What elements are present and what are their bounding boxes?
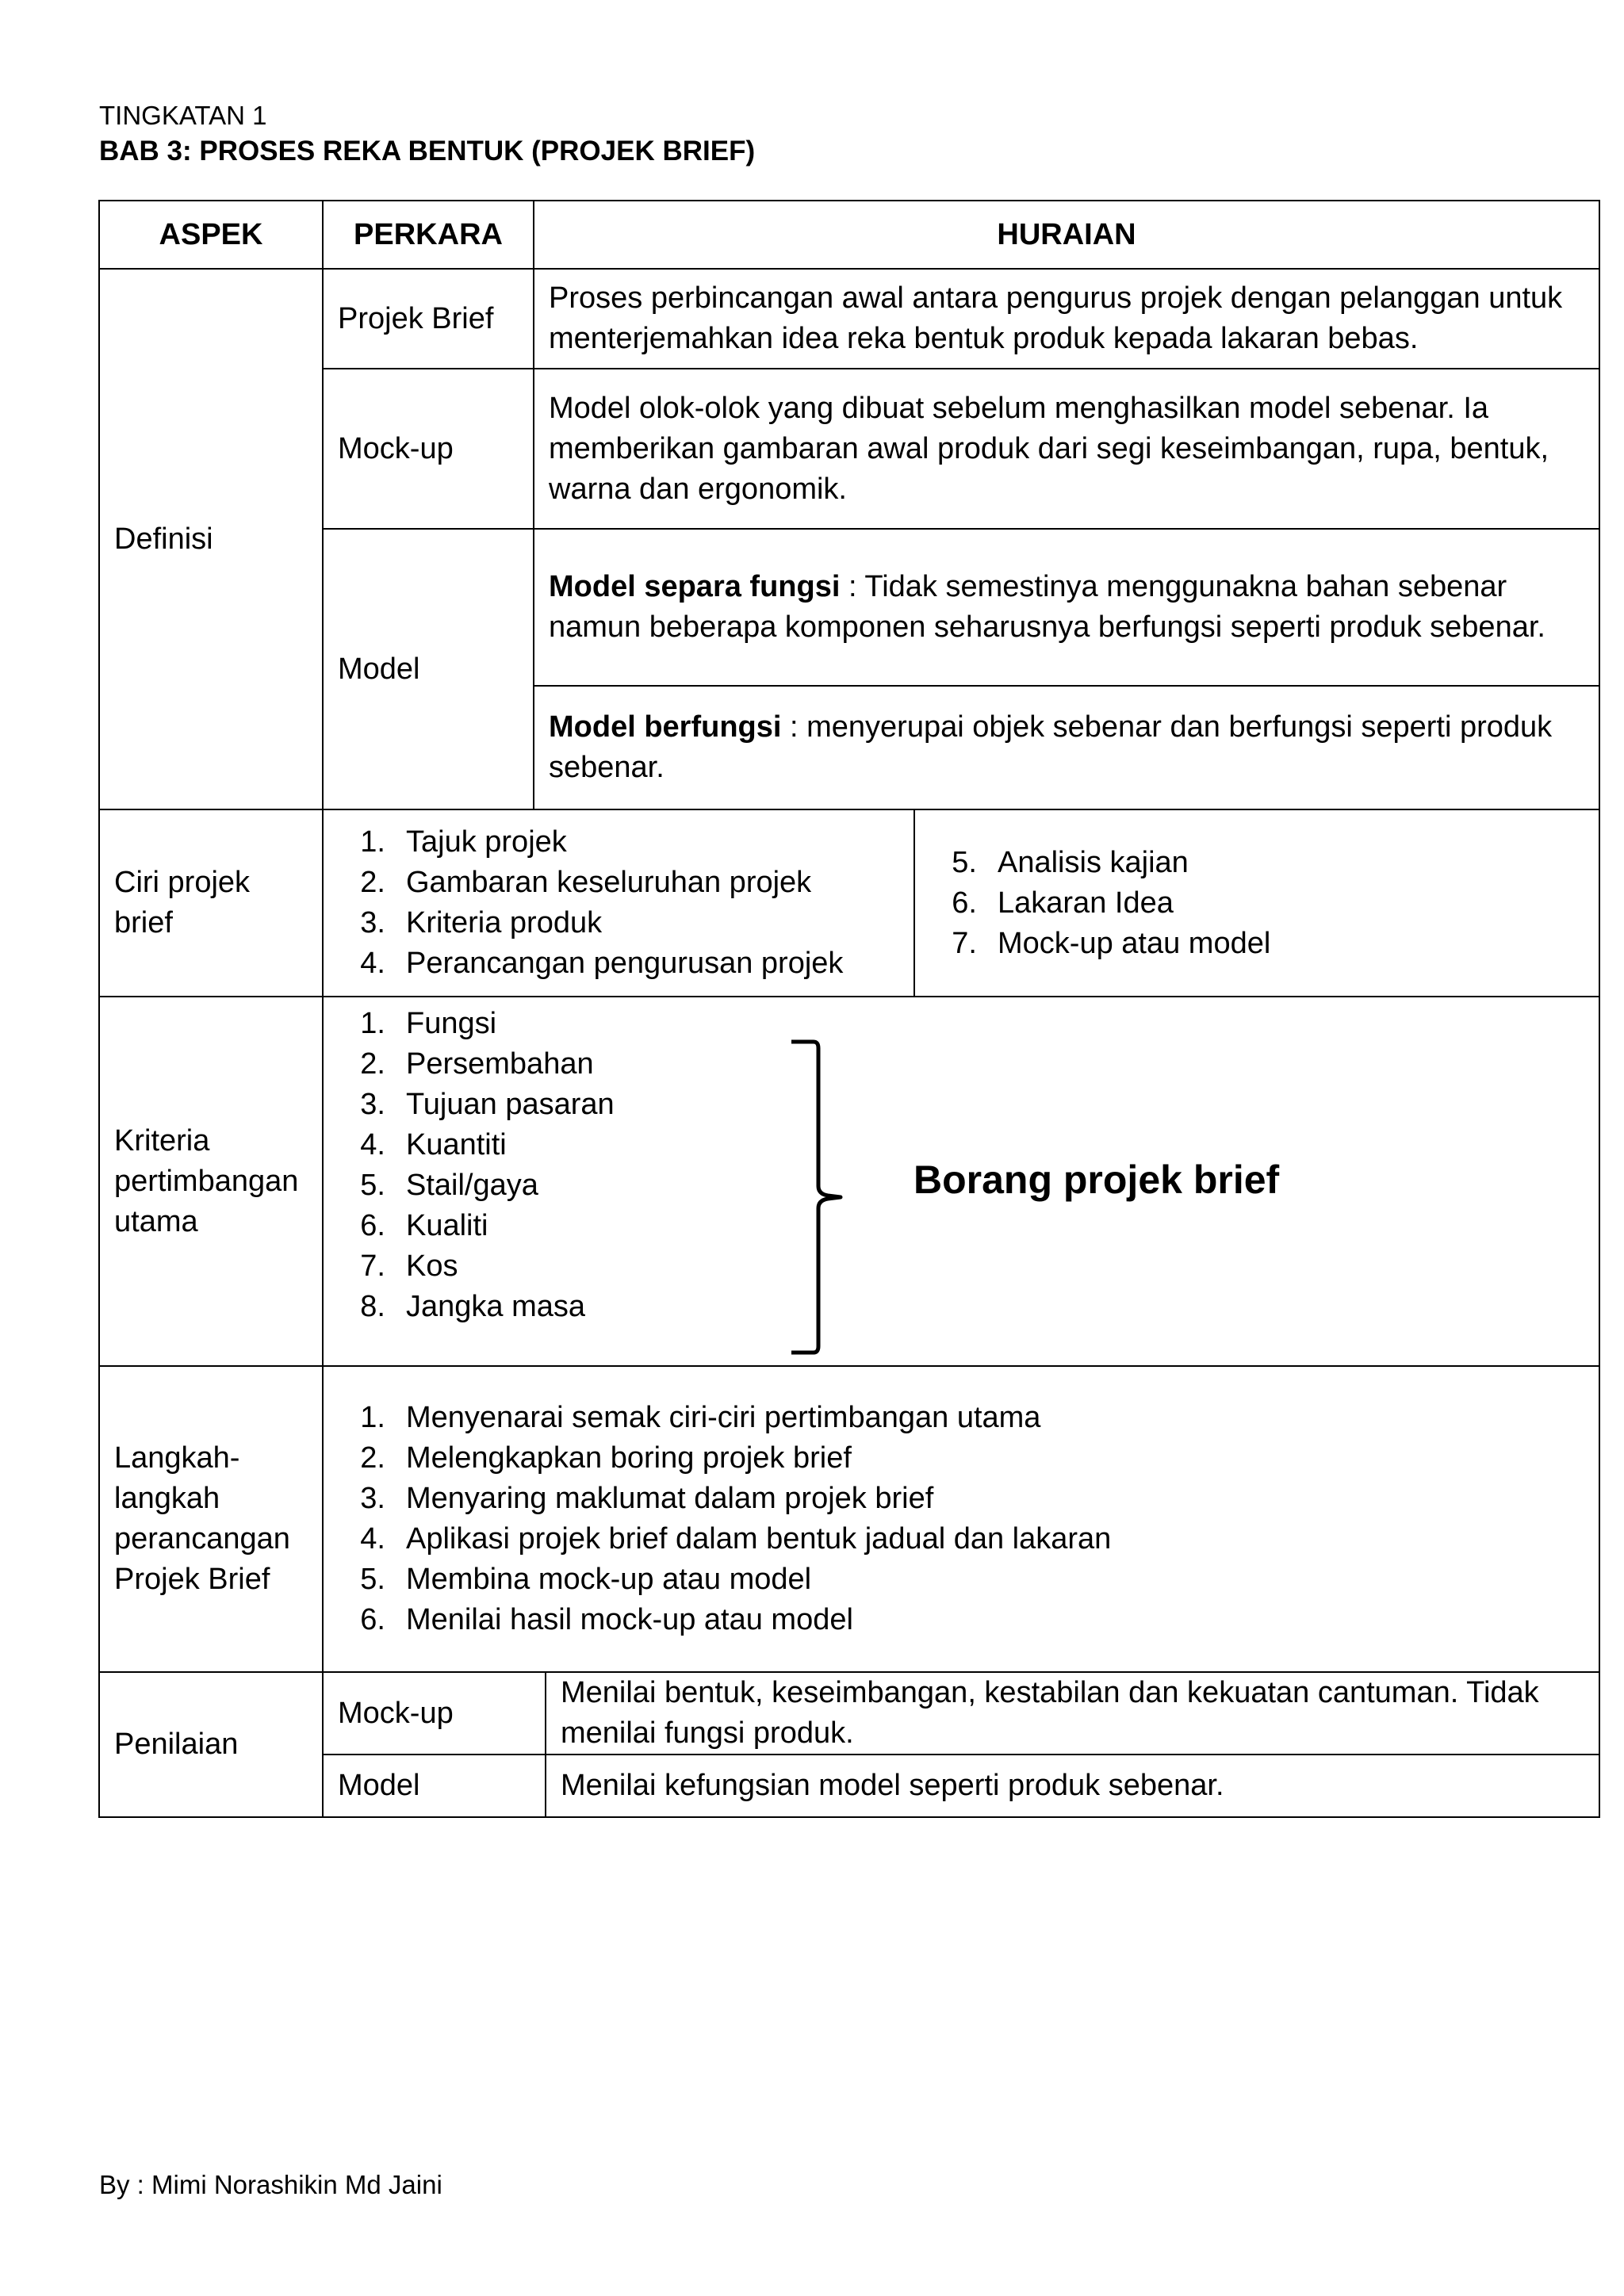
aspect-langkah: Langkah-langkah perancangan Projek Brief [99, 1366, 323, 1672]
page-title: BAB 3: PROSES REKA BENTUK (PROJEK BRIEF) [99, 136, 756, 166]
list-item: 3. Menyaring maklumat dalam projek brief [360, 1482, 934, 1515]
list-item: 6. Lakaran Idea [952, 886, 1174, 920]
penilaian-cell [323, 1672, 1599, 1817]
table-row [99, 1366, 1599, 1672]
list-item: 4. Perancangan pengurusan projek [360, 947, 844, 980]
ciri-list-left [338, 822, 914, 984]
aspect-kriteria: Kriteria pertimbangan utama [99, 997, 323, 1366]
perkara-cell: Mock-up [324, 1673, 546, 1755]
list-item: 4. Aplikasi projek brief dalam bentuk jadual dan lakaran [360, 1522, 1112, 1556]
term-description: : menyerupai objek sebenar dan berfungsi seperti produk sebenar. [549, 710, 1553, 784]
perkara-cell: Projek Brief [323, 269, 534, 369]
table-row [99, 529, 1599, 686]
list-item: 2. Gambaran keseluruhan projek [360, 866, 812, 899]
perkara-cell: Model [324, 1755, 546, 1816]
table-row [99, 1672, 1599, 1817]
aspect-ciri: Ciri projek brief [99, 809, 323, 997]
column-header-aspek: ASPEK [99, 201, 323, 269]
ciri-list-left-cell [324, 810, 914, 996]
list-item: 7. Kos [360, 1249, 458, 1283]
ciri-list-right [929, 843, 1599, 964]
list-item: 5. Stail/gaya [360, 1169, 538, 1202]
huraian-cell [534, 529, 1599, 686]
ciri-list-right-cell [914, 810, 1599, 996]
huraian-cell [534, 686, 1599, 809]
list-item: 1. Fungsi [360, 1007, 497, 1040]
langkah-list [338, 1398, 1584, 1640]
perkara-cell: Mock-up [323, 369, 534, 529]
list-item: 4. Kuantiti [360, 1128, 507, 1161]
list-item: 8. Jangka masa [360, 1290, 586, 1323]
term-label: Model separa fungsi [549, 570, 841, 603]
term-label: Model berfungsi [549, 710, 782, 744]
table-header-row [99, 201, 1599, 269]
huraian-cell: Proses perbincangan awal antara pengurus projek dengan pelanggan untuk menterjemahkan idea reka bentuk produk kepada lakaran bebas. [534, 269, 1599, 369]
table-row [99, 369, 1599, 529]
langkah-cell [323, 1366, 1599, 1672]
list-item: 5. Analisis kajian [952, 845, 1189, 879]
list-item: 6. Menilai hasil mock-up atau model [360, 1603, 853, 1636]
aspect-definisi: Definisi [99, 269, 323, 809]
list-item: 5. Membina mock-up atau model [360, 1563, 812, 1596]
list-item: 1. Menyenarai semak ciri-ciri pertimbangan utama [360, 1401, 1041, 1434]
perkara-cell: Model [323, 529, 534, 809]
right-brace-icon [783, 1039, 855, 1356]
kriteria-cell [323, 997, 1599, 1366]
kriteria-list [338, 1004, 615, 1327]
ciri-lists-cell [323, 809, 1599, 997]
list-item: 2. Melengkapkan boring projek brief [360, 1441, 852, 1475]
huraian-cell: Model olok-olok yang dibuat sebelum menghasilkan model sebenar. Ia memberikan gambaran awal produk dari segi keseimbangan, rupa, bentuk, warna dan ergonomik. [534, 369, 1599, 529]
huraian-cell: Menilai kefungsian model seperti produk sebenar. [546, 1755, 1599, 1816]
list-item: 2. Persembahan [360, 1047, 594, 1081]
ciri-inner-table [324, 810, 1599, 996]
list-item: 3. Tujuan pasaran [360, 1088, 615, 1121]
page-header [99, 98, 755, 170]
huraian-cell: Menilai bentuk, keseimbangan, kestabilan dan kekuatan cantuman. Tidak menilai fungsi produk. [561, 1676, 1539, 1750]
level-label: TINGKATAN 1 [99, 101, 267, 130]
projek-brief-table [98, 200, 1600, 1818]
table-row [99, 809, 1599, 997]
brace-label: Borang projek brief [914, 1158, 1280, 1202]
table-row [99, 269, 1599, 369]
term-description: : Tidak semestinya menggunakna bahan sebenar namun beberapa komponen seharusnya berfungsi seperti produk sebenar. [549, 570, 1545, 644]
table-row [99, 997, 1599, 1366]
aspect-penilaian: Penilaian [99, 1672, 323, 1817]
list-item: 1. Tajuk projek [360, 825, 567, 859]
penilaian-inner-table [324, 1673, 1599, 1816]
list-item: 6. Kualiti [360, 1209, 488, 1242]
column-header-huraian: HURAIAN [534, 201, 1599, 269]
list-item: 3. Kriteria produk [360, 906, 603, 939]
column-header-perkara: PERKARA [323, 201, 534, 269]
list-item: 7. Mock-up atau model [952, 926, 1271, 960]
author-footer: By : Mimi Norashikin Md Jaini [99, 2170, 442, 2199]
